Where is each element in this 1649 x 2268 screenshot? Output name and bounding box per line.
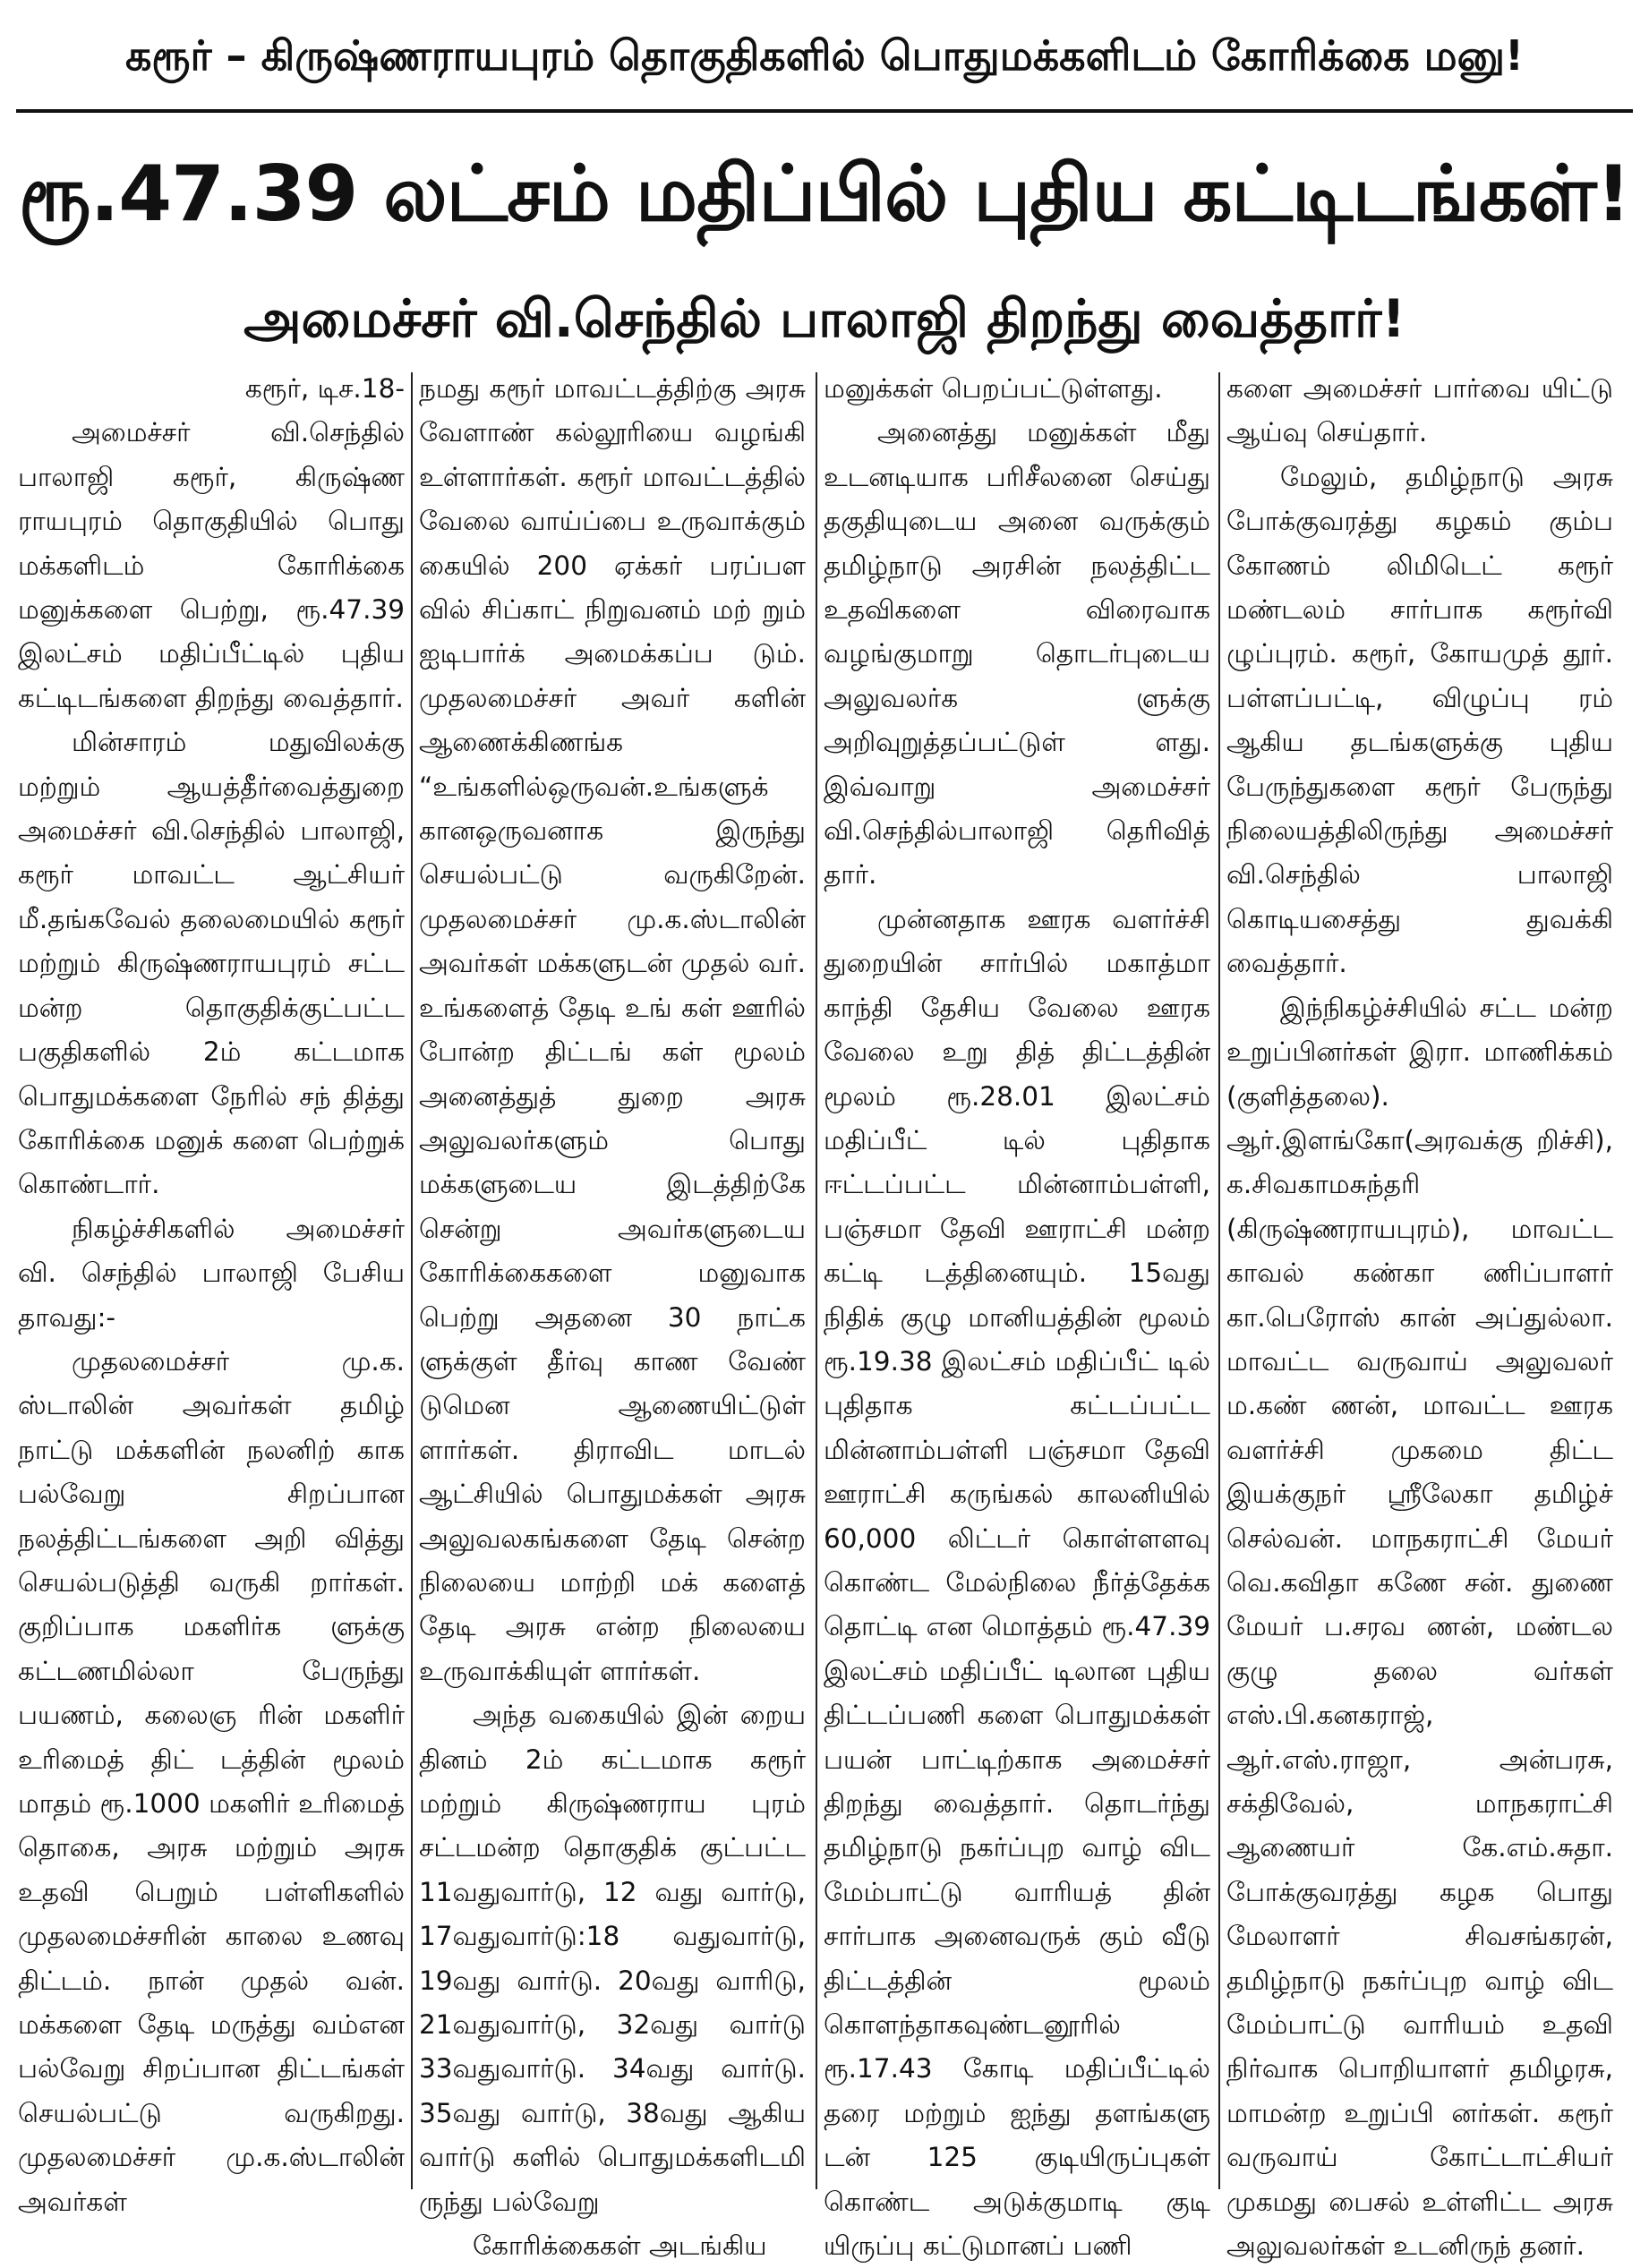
article-paragraph: மின்சாரம் மதுவிலக்கு மற்றும் ஆயத்தீர்வைத்துறை அமைச்சர் வி.செந்தில் பாலாஜி, கரூர் மாவட்ட ஆட்சியர் மீ.தங்கவேல் தலைமையில் கரூர் மற்றும் கிருஷ்ணராயபுரம் சட்ட மன்ற தொகுதிக்குட்பட்ட பகுதிகளில் 2ம் கட்டமாக பொதுமக்களை நேரில் சந் தித்து கோரிக்கை மனுக் களை பெற்றுக் கொண்டார்.	[18, 727, 405, 1200]
headline: ரூ.47.39 லட்சம் மதிப்பில் புதிய கட்டிடங்கள்!	[19, 149, 1630, 239]
article-paragraph: கோரிக்கைகள் அடங்கிய	[473, 2230, 767, 2262]
article-paragraph: இந்நிகழ்ச்சியில் சட்ட மன்ற உறுப்பினர்கள் இரா. மாணிக்கம் (குளித்தலை). ஆர்.இளங்கோ(அரவக்கு றிச்சி), க.சிவகாமசுந்தரி (கிருஷ்ணராயபுரம்), மாவட்ட காவல் கண்கா ணிப்பாளர் கா.பெரோஸ் கான் அப்துல்லா. மாவட்ட வருவாய் அலுவலர் ம.கண் ணன், மாவட்ட ஊரக வளர்ச்சி முகமை திட்ட இயக்குநர் ஸ்ரீலேகா தமிழ்ச் செல்வன். மாநகராட்சி மேயர் வெ.கவிதா கணே சன். துணை மேயர் ப.சரவ ணன், மண்டல குழு தலை வர்கள் எஸ்.பி.கனகராஜ், ஆர்.எஸ்.ராஜா, அன்பரசு, சக்திவேல், மாநகராட்சி ஆணையர் கே.எம்.சுதா. போக்குவரத்து கழக பொது மேலாளர் சிவசங்கரன், தமிழ்நாடு நகர்ப்புற வாழ் விட மேம்பாட்டு வாரியம் உதவி நிர்வாக பொறியாளர் தமிழரசு, மாமன்ற உறுப்பி னர்கள். கரூர் வருவாய் கோட்டாட்சியர் முகமது பைசல் உள்ளிட்ட அரசு அலுவலர்கள் உடனிருந் தனர்.	[1226, 992, 1613, 2262]
article-paragraph: அந்த வகையில் இன் றைய தினம் 2ம் கட்டமாக கரூர் மற்றும் கிருஷ்ணராய புரம் சட்டமன்ற தொகுதிக் குட்பட்ட 11வதுவார்டு, 12 வது வார்டு, 17வதுவார்டு:18 வதுவார்டு, 19வது வார்டு. 20வது வாரிடு, 21வதுவார்டு, 32வது வார்டு 33வதுவார்டு. 34வது வார்டு. 35வது வார்டு, 38வது ஆகிய வார்டு களில் பொதுமக்களிடமி ருந்து பல்வேறு	[419, 1700, 806, 2217]
article-column-3	[824, 367, 1210, 2262]
article-column-4	[1226, 367, 1613, 2262]
article-paragraph: முன்னதாக ஊரக வளர்ச்சி துறையின் சார்பில் மகாத்மா காந்தி தேசிய வேலை ஊரக வேலை உறு தித் திட்டத்தின் மூலம் ரூ.28.01 இலட்சம் மதிப்பீட் டில் புதிதாக ஈட்டப்பட்ட மின்னாம்பள்ளி, பஞ்சமா தேவி ஊராட்சி மன்ற கட்டி டத்தினையும். 15வது நிதிக் குழு மானியத்தின் மூலம் ரூ.19.38 இலட்சம் மதிப்பீட் டில் புதிதாக கட்டப்பட்ட மின்னாம்பள்ளி பஞ்சமா தேவி ஊராட்சி கருங்கல் காலனியில் 60,000 லிட்டர் கொள்ளளவு கொண்ட மேல்நிலை நீர்த்தேக்க தொட்டி என மொத்தம் ரூ.47.39 இலட்சம் மதிப்பீட் டிலான புதிய திட்டப்பணி களை பொதுமக்கள் பயன் பாட்டிற்காக அமைச்சர் திறந்து வைத்தார். தொடர்ந்து தமிழ்நாடு நகர்ப்புற வாழ் விட மேம்பாட்டு வாரியத் தின் சார்பாக அனைவருக் கும் வீடு திட்டத்தின் மூலம் கொளந்தாகவுண்டனூரில் ரூ.17.43 கோடி மதிப்பீட்டில் தரை மற்றும் ஐந்து தளங்களு டன் 125 குடியிருப்புகள் கொண்ட அடுக்குமாடி குடி யிருப்பு கட்டுமானப் பணி	[824, 903, 1210, 2262]
article-paragraph: முதலமைச்சர் மு.க. ஸ்டாலின் அவர்கள் தமிழ் நாட்டு மக்களின் நலனிற் காக பல்வேறு சிறப்பான நலத்திட்டங்களை அறி வித்து செயல்படுத்தி வருகி றார்கள். குறிப்பாக மகளிர்க ளுக்கு கட்டணமில்லா பேருந்து பயணம், கலைஞ ரின் மகளிர் உரிமைத் திட் டத்தின் மூலம் மாதம் ரூ.1000 மகளிர் உரிமைத் தொகை, அரசு மற்றும் அரசு உதவி பெறும் பள்ளிகளில் முதலமைச்சரின் காலை உணவு திட்டம். நான் முதல் வன். மக்களை தேடி மருத்து வம்என பல்வேறு சிறப்பான திட்டங்கள் செயல்பட்டு வருகிறது. முதலமைச்சர் மு.க.ஸ்டாலின் அவர்கள்	[18, 1345, 405, 2217]
article-paragraph: நிகழ்ச்சிகளில் அமைச்சர் வி. செந்தில் பாலாஜி பேசிய தாவது:-	[18, 1213, 405, 1333]
column-divider	[816, 372, 817, 2189]
article-paragraph: மனுக்கள் பெறப்பட்டுள்ளது.	[824, 373, 1163, 404]
kicker-line: கரூர் – கிருஷ்ணராயபுரம் தொகுதிகளில் பொதுமக்களிடம் கோரிக்கை மனு!	[124, 30, 1525, 80]
article-paragraph: மேலும், தமிழ்நாடு அரசு போக்குவரத்து கழகம் கும்ப கோணம் லிமிடெட் கரூர் மண்டலம் சார்பாக கரூர்வி ழுப்புரம். கரூர், கோயமுத் தூர். பள்ளப்பட்டி, விழுப்பு ரம் ஆகிய தடங்களுக்கு புதிய பேருந்துகளை கரூர் பேருந்து நிலையத்திலிருந்து அமைச்சர் வி.செந்தில் பாலாஜி கொடியசைத்து துவக்கி வைத்தார்.	[1226, 461, 1613, 979]
dateline: கரூர், டிச.18-	[244, 373, 405, 404]
column-divider	[1218, 372, 1220, 2189]
column-divider	[411, 372, 413, 2189]
article-paragraph: அனைத்து மனுக்கள் மீது உடனடியாக பரிசீலனை செய்து தகுதியுடைய அனை வருக்கும் தமிழ்நாடு அரசின் நலத்திட்ட உதவிகளை விரைவாக வழங்குமாறு தொடர்புடைய அலுவலர்க ளுக்கு அறிவுறுத்தப்பட்டுள் ளது. இவ்வாறு அமைச்சர் வி.செந்தில்பாலாஜி தெரிவித் தார்.	[824, 417, 1210, 891]
article-column-2	[419, 367, 806, 2262]
subheadline: அமைச்சர் வி.செந்தில் பாலாஜி திறந்து வைத்தார்!	[244, 288, 1405, 349]
kicker-rule	[16, 109, 1633, 113]
article-paragraph: களை அமைச்சர் பார்வை யிட்டு ஆய்வு செய்தார்.	[1226, 373, 1613, 448]
article-paragraph: நமது கரூர் மாவட்டத்திற்கு அரசு வேளாண் கல்லூரியை வழங்கி உள்ளார்கள். கரூர் மாவட்டத்தில் வேலை வாய்ப்பை உருவாக்கும் கையில் 200 ஏக்கர் பரப்பள வில் சிப்காட் நிறுவனம் மற் றும் ஐடிபார்க் அமைக்கப்ப டும். முதலமைச்சர் அவர் களின் ஆணைக்கிணங்க “உங்களில்ஒருவன்.உங்களுக் கானஒருவனாக இருந்து செயல்பட்டு வருகிறேன். முதலமைச்சர் மு.க.ஸ்டாலின் அவர்கள் மக்களுடன் முதல் வர். உங்களைத் தேடி உங் கள் ஊரில் போன்ற திட்டங் கள் மூலம் அனைத்துத் துறை அரசு அலுவலர்களும் பொது மக்களுடைய இடத்திற்கே சென்று அவர்களுடைய கோரிக்கைகளை மனுவாக பெற்று அதனை 30 நாட்க ளுக்குள் தீர்வு காண வேண் டுமென ஆணையிட்டுள் ளார்கள். திராவிட மாடல் ஆட்சியில் பொதுமக்கள் அரசு அலுவலகங்களை தேடி சென்ற நிலையை மாற்றி மக் களைத் தேடி அரசு என்ற நிலையை உருவாக்கியுள் ளார்கள்.	[419, 373, 806, 1686]
article-column-1	[18, 367, 405, 2217]
article-paragraph: அமைச்சர் வி.செந்தில் பாலாஜி கரூர், கிருஷ்ண ராயபுரம் தொகுதியில் பொது மக்களிடம் கோரிக்கை மனுக்களை பெற்று, ரூ.47.39 இலட்சம் மதிப்பீட்டில் புதிய கட்டிடங்களை திறந்து வைத்தார்.	[18, 417, 405, 713]
article-body	[16, 367, 1633, 2262]
